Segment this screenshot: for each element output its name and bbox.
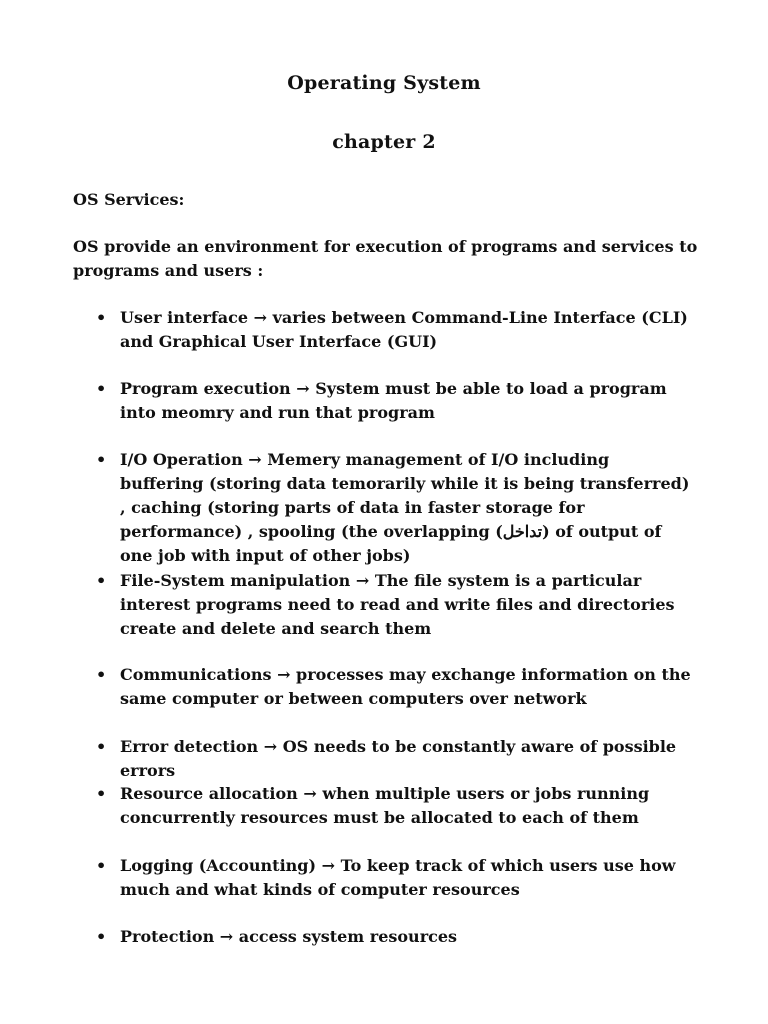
list-item-text: Logging (Accounting) → To keep track of which users use how much and what kinds of computer resources <box>120 856 676 899</box>
intro-paragraph: OS provide an environment for execution of programs and services to programs and users : <box>73 237 698 280</box>
list-item-text: I/O Operation → Memery management of I/O including buffering (storing data temorarily while it is being transferred) , caching (storing parts of data in faster storage for performance) , spooling (the overlapping (تداخل) of output of one job with input of other jobs) <box>120 450 690 565</box>
bullet-icon: • <box>96 571 107 590</box>
list-item-text: Error detection → OS needs to be constantly aware of possible errors <box>120 737 677 780</box>
document-title: Operating System <box>287 72 481 94</box>
bullet-icon: • <box>96 737 107 756</box>
bullet-icon: • <box>96 927 107 946</box>
bullet-icon: • <box>96 665 107 684</box>
list-item-text: User interface → varies between Command-Line Interface (CLI) and Graphical User Interface (GUI) <box>120 308 688 351</box>
list-item-text: File-System manipulation → The file system is a particular interest programs need to read and write files and directories create and delete and search them <box>120 571 675 638</box>
list-item-text: Program execution → System must be able to load a program into meomry and run that program <box>120 379 667 422</box>
list-item-text: Resource allocation → when multiple users or jobs running concurrently resources must be allocated to each of them <box>120 784 650 827</box>
bullet-icon: • <box>96 856 107 875</box>
section-heading: OS Services: <box>73 190 185 209</box>
bullet-icon: • <box>96 308 107 327</box>
list-item-text: Protection → access system resources <box>120 927 458 946</box>
chapter-heading: chapter 2 <box>332 131 436 153</box>
bullet-icon: • <box>96 450 107 469</box>
bullet-icon: • <box>96 379 107 398</box>
bullet-icon: • <box>96 784 107 803</box>
list-item-text: Communications → processes may exchange information on the same computer or between computers over network <box>120 665 691 708</box>
